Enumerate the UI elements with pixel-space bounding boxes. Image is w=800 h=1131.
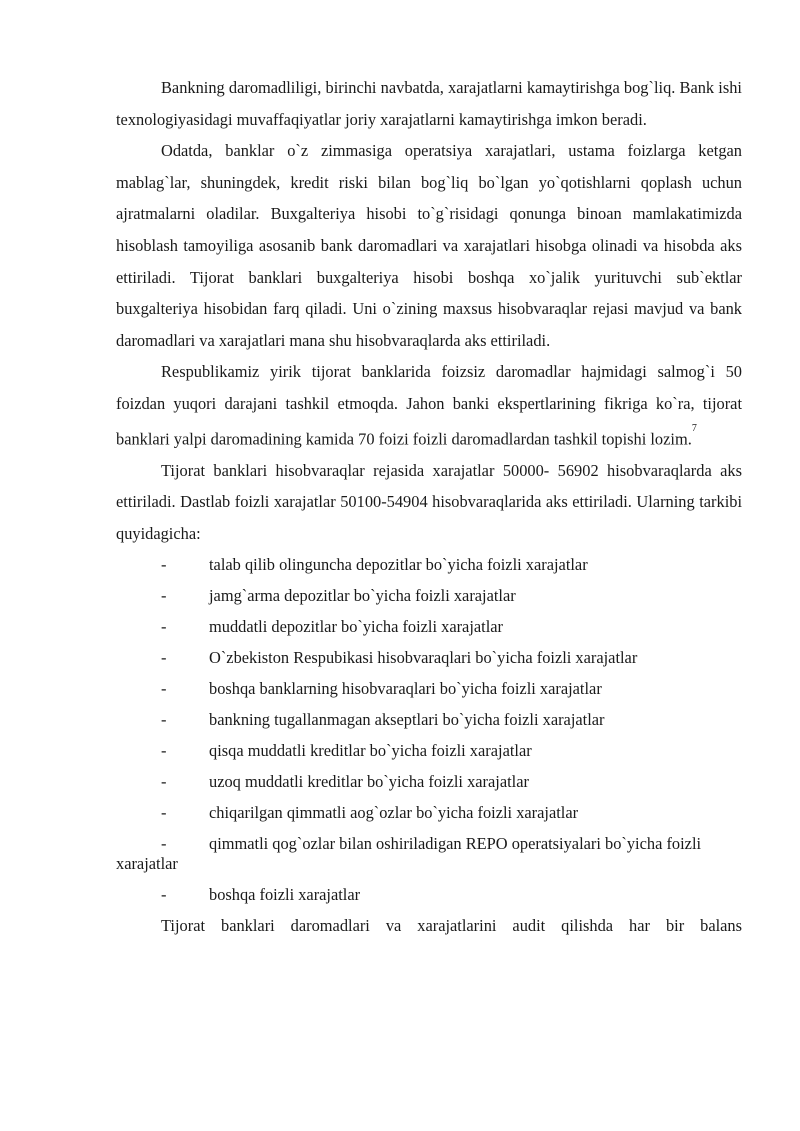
list-item xyxy=(116,735,742,766)
list-item-text: uzoq muddatli kreditlar bo`yicha foizli xarajatlar xyxy=(209,772,529,792)
list-dash: - xyxy=(161,679,167,699)
paragraph-4: Tijorat banklari hisobvaraqlar rejasida xarajatlar 50000- 56902 hisobvaraqlarda aks ettiriladi. Dastlab foizli xarajatlar 50100-54904 hisobvaraqlarida aks ettiriladi. Ularning tarkibi quyidagicha: xyxy=(116,460,742,543)
list-dash: - xyxy=(161,586,167,606)
paragraph-3 xyxy=(116,356,742,454)
list-item xyxy=(116,766,742,797)
expense-list xyxy=(116,549,742,910)
list-item xyxy=(116,828,742,879)
list-dash: - xyxy=(161,617,167,637)
list-item-text: talab qilib olinguncha depozitlar bo`yicha foizli xarajatlar xyxy=(209,555,588,575)
list-dash: - xyxy=(161,803,167,823)
list-item-text: muddatli depozitlar bo`yicha foizli xarajatlar xyxy=(209,617,503,637)
list-dash: - xyxy=(161,648,167,668)
list-item xyxy=(116,704,742,735)
list-dash: - xyxy=(161,710,167,730)
list-item xyxy=(116,549,742,580)
list-item xyxy=(116,642,742,673)
paragraph-3-text: Respublikamiz yirik tijorat banklarida foizsiz daromadlar hajmidagi salmog`i 50 foizdan yuqori darajani tashkil etmoqda. Jahon banki ekspertlarining fikriga ko`ra, tijorat banklari yalpi daromadining kamida 70 foizi foizli daromadlardan tashkil topishi lozim. xyxy=(116,362,742,448)
paragraph-2: Odatda, banklar o`z zimmasiga operatsiya xarajatlari, ustama foizlarga ketgan mablag`lar, shuningdek, kredit riski bilan bog`liq bo`lgan yo`qotishlarni qoplash uchun ajratmalarni oladilar. Buxgalteriya hisobi to`g`risidagi qonunga binoan mamlakatimizda hisoblash tamoyiliga asosanib bank daromadlari va xarajatlari hisobga olinadi va hisobda aks ettiriladi. Tijorat banklari buxgalteriya hisobi boshqa xo`jalik yurituvchi sub`ektlar buxgalteriya hisobidan farq qiladi. Uni o`zining maxsus hisobvaraqlar rejasi mavjud va bank daromadlari va xarajatlari mana shu hisobvaraqlarda aks ettiriladi. xyxy=(116,141,742,350)
list-item-text: chiqarilgan qimmatli aog`ozlar bo`yicha foizli xarajatlar xyxy=(209,803,579,823)
list-item xyxy=(116,611,742,642)
list-item-text: boshqa foizli xarajatlar xyxy=(209,885,361,905)
list-item-text: O`zbekiston Respubikasi hisobvaraqlari bo`yicha foizli xarajatlar xyxy=(209,648,638,668)
list-item xyxy=(116,673,742,704)
paragraph-5: Tijorat banklari daromadlari va xarajatlarini audit qilishda har bir balans xyxy=(161,916,742,936)
list-dash: - xyxy=(161,885,167,905)
list-item-text: boshqa banklarning hisobvaraqlari bo`yicha foizli xarajatlar xyxy=(209,679,602,699)
list-item xyxy=(116,580,742,611)
list-item-text: qimmatli qog`ozlar bilan oshiriladigan REPO operatsiyalari bo`yicha foizli xarajatlar xyxy=(116,834,702,874)
list-item xyxy=(116,879,742,910)
list-dash: - xyxy=(161,741,167,761)
list-item-text: bankning tugallanmagan akseptlari bo`yicha foizli xarajatlar xyxy=(209,710,605,730)
paragraph-1: Bankning daromadliligi, birinchi navbatda, xarajatlarni kamaytirishga bog`liq. Bank ishi texnologiyasidagi muvaffaqiyatlar joriy xarajatlarni kamaytirishga imkon beradi. xyxy=(116,78,742,129)
list-item xyxy=(116,797,742,828)
list-dash: - xyxy=(161,772,167,792)
document-body xyxy=(116,72,742,942)
list-dash: - xyxy=(161,834,167,854)
list-item-text: qisqa muddatli kreditlar bo`yicha foizli xarajatlar xyxy=(209,741,532,761)
list-item-text: jamg`arma depozitlar bo`yicha foizli xarajatlar xyxy=(209,586,516,606)
footnote-marker: 7 xyxy=(691,422,697,434)
list-dash: - xyxy=(161,555,167,575)
